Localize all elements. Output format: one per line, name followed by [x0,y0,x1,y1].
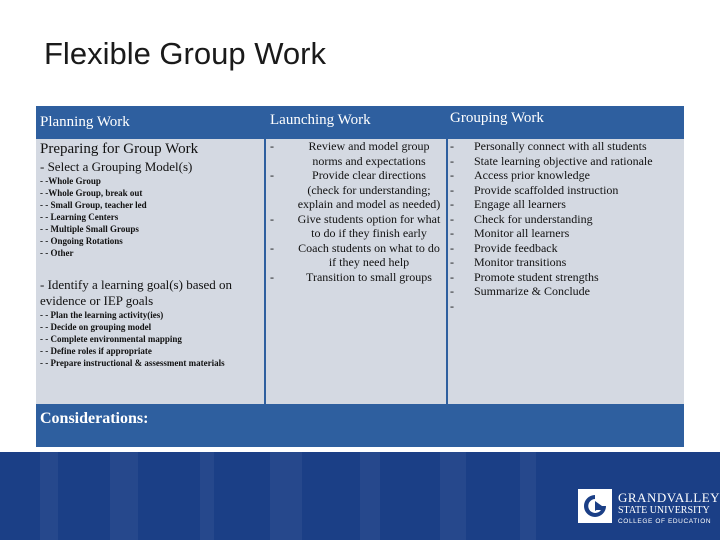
bullet-dash: - [450,255,454,269]
footer-stripe [40,452,58,540]
footer-stripe [270,452,302,540]
list-line: Provide clear directions [312,168,426,182]
list-item: - -Whole Group, break out [40,188,143,198]
list-line: if they need help [328,255,410,269]
bullet-dash: - [450,182,454,197]
grouping-model-list [40,175,147,259]
considerations-label: Considerations: [40,410,149,427]
header-launching [266,108,446,137]
grouping-bullets [450,139,454,313]
list-item: - -Whole Group [40,176,101,186]
planning-steps-list [40,309,225,369]
planning-section2-title-line1: - Identify a learning goal(s) based on [40,277,233,292]
bullet-dash: - [450,269,454,284]
footer-stripe [110,452,138,540]
planning-section2-title-line2: evidence or IEP goals [40,293,154,308]
list-line: norms and expectations [312,153,426,168]
bullet-dash: - [450,211,454,226]
list-item: - - Ongoing Rotations [40,236,123,246]
bullet-dash: - [450,139,454,153]
bullet-dash: - [270,212,274,226]
list-item: - - Decide on grouping model [40,322,152,332]
launching-cell [266,139,446,404]
bullet-dash: - [450,197,454,211]
planning-section1-sub: - Select a Grouping Model(s) [40,159,193,174]
bullet-dash: - [270,270,274,284]
list-item: State learning objective and rationale [474,153,653,168]
list-item: Engage all learners [474,197,566,211]
list-item: Provide scaffolded instruction [474,182,619,197]
bullet-dash: - [270,241,274,255]
bullet-dash: - [450,240,454,255]
header-grouping [448,108,684,137]
list-item: - - Learning Centers [40,212,119,222]
list-item: - - Small Group, teacher led [40,200,147,210]
bullet-dash: - [270,139,274,153]
list-item: - - Define roles if appropriate [40,346,152,356]
list-line: Coach students on what to do [298,240,440,255]
bullet-dash: - [270,168,274,182]
list-item: Summarize & Conclude [474,284,590,298]
list-line: (check for understanding; [307,182,431,197]
planning-section1-title: Preparing for Group Work [40,141,199,157]
gvsu-logo-icon [578,489,612,523]
list-line: Give students option for what [297,211,441,226]
slide-title: Flexible Group Work [44,36,326,71]
footer-band [0,452,720,540]
bullet-dash: - [450,226,454,240]
logo-line2: STATE UNIVERSITY [618,505,710,516]
footer-stripe [200,452,214,540]
footer-stripe [520,452,536,540]
list-item: Access prior knowledge [474,168,590,182]
bullet-dash: - [450,298,454,313]
list-item: Promote student strengths [474,269,599,284]
list-item: - - Prepare instructional & assessment materials [40,358,225,368]
logo-line3: COLLEGE OF EDUCATION [618,518,712,525]
list-item: - - Multiple Small Groups [40,224,139,234]
list-line: Review and model group [308,139,430,153]
list-item: - - Plan the learning activity(ies) [40,310,164,320]
list-item: Monitor transitions [474,255,567,269]
bullet-dash: - [450,284,454,298]
footer-stripe [440,452,466,540]
grouping-cell [448,139,684,404]
flexible-group-table [36,106,684,447]
considerations-row [36,406,684,447]
footer-stripe [360,452,380,540]
list-item: Check for understanding [474,211,593,226]
list-item: - - Other [40,248,74,258]
header-planning-label: Planning Work [40,114,130,130]
logo-line1: GRANDVALLEY [618,490,720,505]
list-line: to do if they finish early [311,226,427,240]
header-launching-label: Launching Work [270,112,371,128]
list-line: Transition to small groups [306,269,432,284]
list-item: - - Complete environmental mapping [40,334,182,344]
launching-steps-list [294,139,444,284]
header-grouping-label: Grouping Work [450,110,544,126]
list-item: Personally connect with all students [474,139,647,153]
bullet-dash: - [450,168,454,182]
list-item: Provide feedback [474,240,558,255]
planning-cell [36,139,264,404]
list-item: Monitor all learners [474,226,570,240]
grouping-steps-list [474,139,653,299]
header-planning [36,108,264,137]
bullet-dash: - [450,153,454,168]
list-line: explain and model as needed) [297,197,441,211]
